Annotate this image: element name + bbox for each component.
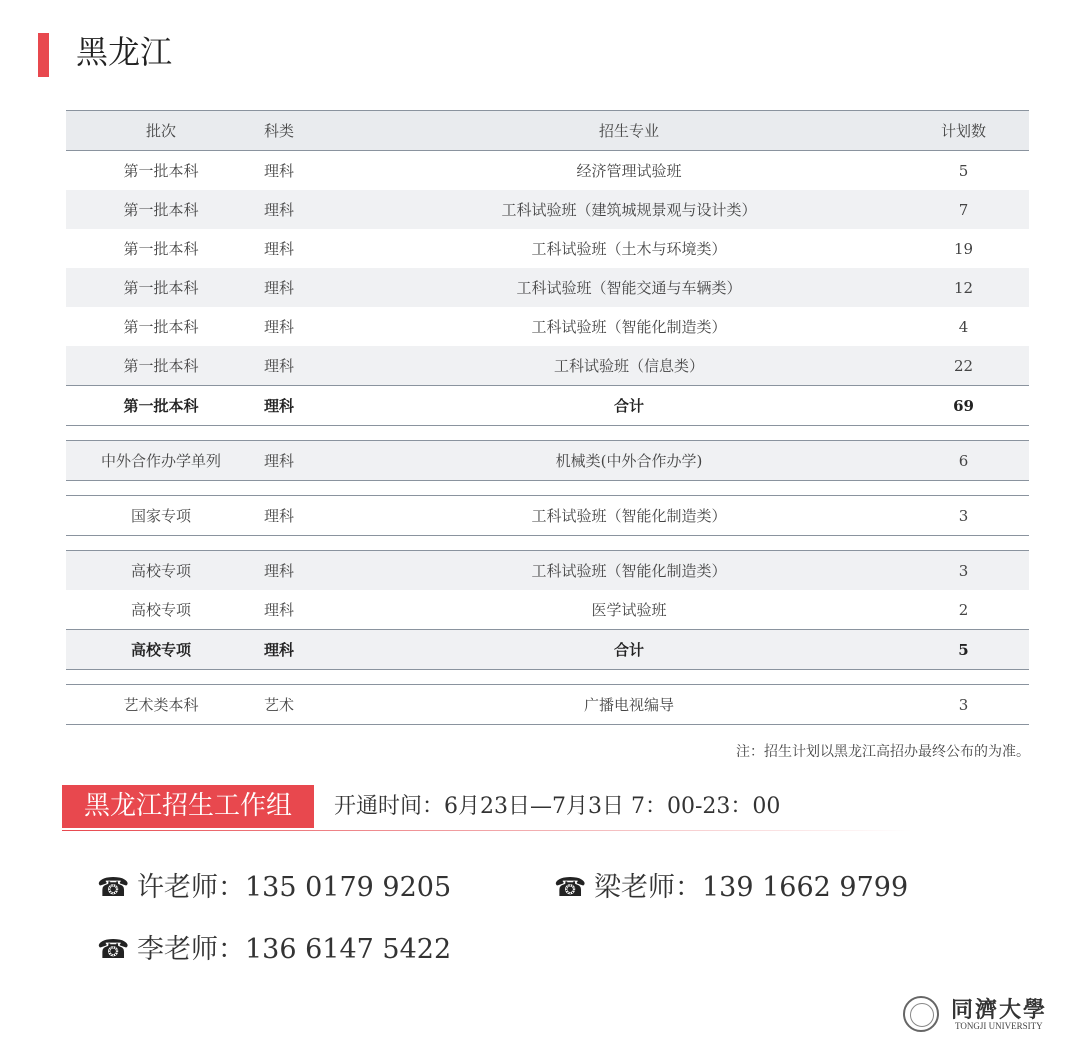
table-row bbox=[66, 151, 1029, 191]
cell-major: 工科试验班（智能化制造类） bbox=[531, 318, 727, 336]
cell-count: 7 bbox=[898, 190, 1029, 229]
cell-major: 广播电视编导 bbox=[360, 685, 898, 725]
cell-major: 工科试验班（建筑城规景观与设计类） bbox=[360, 190, 898, 229]
contact-phone: 139 1662 9799 bbox=[702, 872, 909, 903]
cell-major: 机械类(中外合作办学) bbox=[360, 441, 898, 481]
table-row bbox=[66, 190, 1029, 229]
work-group-label: 黑龙江招生工作组 bbox=[62, 785, 314, 828]
logo-english-name: TONGJI UNIVERSITY bbox=[955, 1021, 1043, 1031]
cell-batch: 高校专项 bbox=[66, 630, 256, 670]
table-row bbox=[66, 441, 1029, 481]
contact-name: 许老师： bbox=[137, 872, 245, 903]
cell-major: 合计 bbox=[360, 386, 898, 426]
cell-category: 理科 bbox=[256, 190, 360, 229]
cell-category: 理科 bbox=[264, 240, 295, 258]
tongji-logo bbox=[903, 996, 1063, 1036]
table-row bbox=[66, 496, 1029, 536]
cell-batch: 第一批本科 bbox=[66, 268, 256, 307]
table-row bbox=[66, 229, 1029, 268]
cell-count: 69 bbox=[898, 386, 1029, 426]
cell-category: 理科 bbox=[256, 551, 360, 591]
cell-category: 理科 bbox=[256, 441, 360, 481]
header-batch: 批次 bbox=[66, 111, 256, 151]
table-header-row bbox=[66, 111, 1029, 151]
cell-major: 工科试验班（智能化制造类） bbox=[360, 551, 898, 591]
logo-chinese-name: 同濟大學 bbox=[951, 997, 1048, 1023]
table-row bbox=[66, 590, 1029, 630]
phone-icon: ☎ bbox=[97, 935, 130, 965]
cell-count: 3 bbox=[898, 551, 1029, 591]
cell-category: 理科 bbox=[256, 268, 360, 307]
cell-category: 理科 bbox=[264, 162, 295, 180]
cell-batch: 第一批本科 bbox=[123, 240, 199, 258]
title-accent-bar bbox=[38, 33, 49, 77]
cell-batch: 第一批本科 bbox=[66, 346, 256, 386]
cell-count: 6 bbox=[898, 441, 1029, 481]
cell-batch: 高校专项 bbox=[66, 551, 256, 591]
phone-icon: ☎ bbox=[554, 873, 587, 903]
open-time-text: 开通时间：6月23日—7月3日 7：00-23：00 bbox=[334, 794, 781, 819]
cell-batch: 第一批本科 bbox=[66, 190, 256, 229]
contact-name: 梁老师： bbox=[594, 872, 702, 903]
contact-phone: 136 6147 5422 bbox=[245, 934, 452, 965]
cell-category: 理科 bbox=[256, 630, 360, 670]
cell-category: 艺术 bbox=[256, 685, 360, 725]
header-plan-count: 计划数 bbox=[898, 111, 1029, 151]
header-major: 招生专业 bbox=[360, 111, 898, 151]
table-row bbox=[66, 685, 1029, 725]
phone-icon: ☎ bbox=[97, 873, 130, 903]
enrollment-plan-table bbox=[66, 110, 1029, 725]
cell-batch: 第一批本科 bbox=[123, 162, 199, 180]
cell-major: 医学试验班 bbox=[591, 601, 667, 619]
page-title: 黑龙江 bbox=[76, 33, 173, 71]
cell-major: 工科试验班（信息类） bbox=[360, 346, 898, 386]
cell-batch: 第一批本科 bbox=[123, 318, 199, 336]
divider-line bbox=[62, 830, 912, 831]
table-total-row bbox=[66, 630, 1029, 670]
cell-batch: 第一批本科 bbox=[66, 386, 256, 426]
contact-li bbox=[97, 930, 451, 970]
cell-major: 合计 bbox=[360, 630, 898, 670]
row-spacer bbox=[66, 426, 1029, 441]
cell-count: 5 bbox=[958, 161, 969, 180]
cell-count: 19 bbox=[953, 239, 974, 258]
cell-batch: 中外合作办学单列 bbox=[66, 441, 256, 481]
cell-count: 4 bbox=[958, 317, 969, 336]
cell-category: 理科 bbox=[256, 346, 360, 386]
table-row bbox=[66, 346, 1029, 386]
contact-phone: 135 0179 9205 bbox=[245, 872, 452, 903]
contact-xu bbox=[97, 868, 451, 908]
cell-category: 理科 bbox=[264, 601, 295, 619]
university-seal-icon bbox=[903, 996, 939, 1032]
cell-major: 工科试验班（土木与环境类） bbox=[531, 240, 727, 258]
contact-liang bbox=[554, 868, 908, 908]
cell-batch: 艺术类本科 bbox=[66, 685, 256, 725]
row-spacer bbox=[66, 481, 1029, 496]
cell-batch: 高校专项 bbox=[130, 601, 191, 619]
header-category: 科类 bbox=[256, 111, 360, 151]
row-spacer bbox=[66, 536, 1029, 551]
cell-category: 理科 bbox=[264, 318, 295, 336]
cell-major: 工科试验班（智能交通与车辆类） bbox=[360, 268, 898, 307]
cell-count: 3 bbox=[898, 496, 1029, 536]
contact-name: 李老师： bbox=[137, 934, 245, 965]
footnote: 注：招生计划以黑龙江高招办最终公布的为准。 bbox=[736, 744, 1030, 760]
cell-category: 理科 bbox=[256, 496, 360, 536]
cell-major: 经济管理试验班 bbox=[576, 162, 682, 180]
cell-count: 12 bbox=[898, 268, 1029, 307]
cell-major: 工科试验班（智能化制造类） bbox=[360, 496, 898, 536]
cell-count: 5 bbox=[898, 630, 1029, 670]
cell-count: 22 bbox=[898, 346, 1029, 386]
cell-count: 3 bbox=[898, 685, 1029, 725]
cell-category: 理科 bbox=[256, 386, 360, 426]
table-total-row bbox=[66, 386, 1029, 426]
row-spacer bbox=[66, 670, 1029, 685]
cell-count: 2 bbox=[958, 600, 969, 619]
table-row bbox=[66, 307, 1029, 346]
table-row bbox=[66, 268, 1029, 307]
cell-batch: 国家专项 bbox=[66, 496, 256, 536]
table-row bbox=[66, 551, 1029, 591]
